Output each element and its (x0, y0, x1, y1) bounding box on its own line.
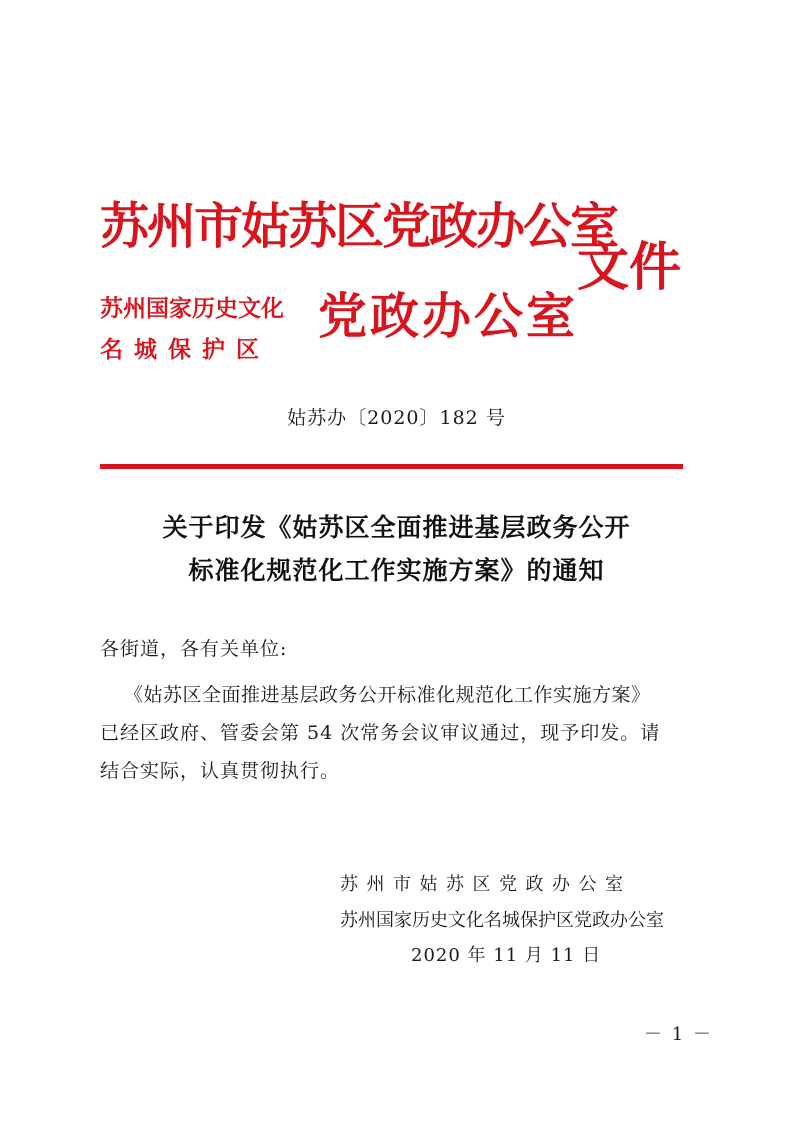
salutation: 各街道，各有关单位: (100, 638, 288, 660)
body-paragraph-line2: 已经区政府、管委会第 54 次常务会议审议通过，现予印发。请 (100, 722, 661, 744)
header-divider (100, 464, 683, 469)
signature-org1: 苏州市姑苏区党政办公室 (340, 874, 632, 895)
issuer-name-line2-left-top: 苏州国家历史文化 (100, 295, 284, 322)
issuer-name-line1: 苏州市姑苏区党政办公室 (100, 197, 618, 255)
document-type-label: 文件 (577, 237, 682, 298)
issuer-name-line2-left-bottom: 名城保护区 (100, 336, 270, 363)
document-title-line2: 标准化规范化工作实施方案》的通知 (188, 556, 605, 585)
body-paragraph-line1: 《姑苏区全面推进基层政务公开标准化规范化工作实施方案》 (124, 684, 651, 706)
page-number: － 1 － (644, 1024, 713, 1045)
issuer-name-line2-right: 党政办公室 (318, 287, 579, 345)
document-number: 姑苏办〔2020〕182 号 (287, 407, 506, 429)
signature-org2: 苏州国家历史文化名城保护区党政办公室 (340, 910, 664, 931)
signature-date: 2020 年 11 月 11 日 (411, 945, 602, 966)
document-title-line1: 关于印发《姑苏区全面推进基层政务公开 (162, 513, 631, 542)
body-paragraph-line3: 结合实际，认真贯彻执行。 (100, 760, 341, 782)
